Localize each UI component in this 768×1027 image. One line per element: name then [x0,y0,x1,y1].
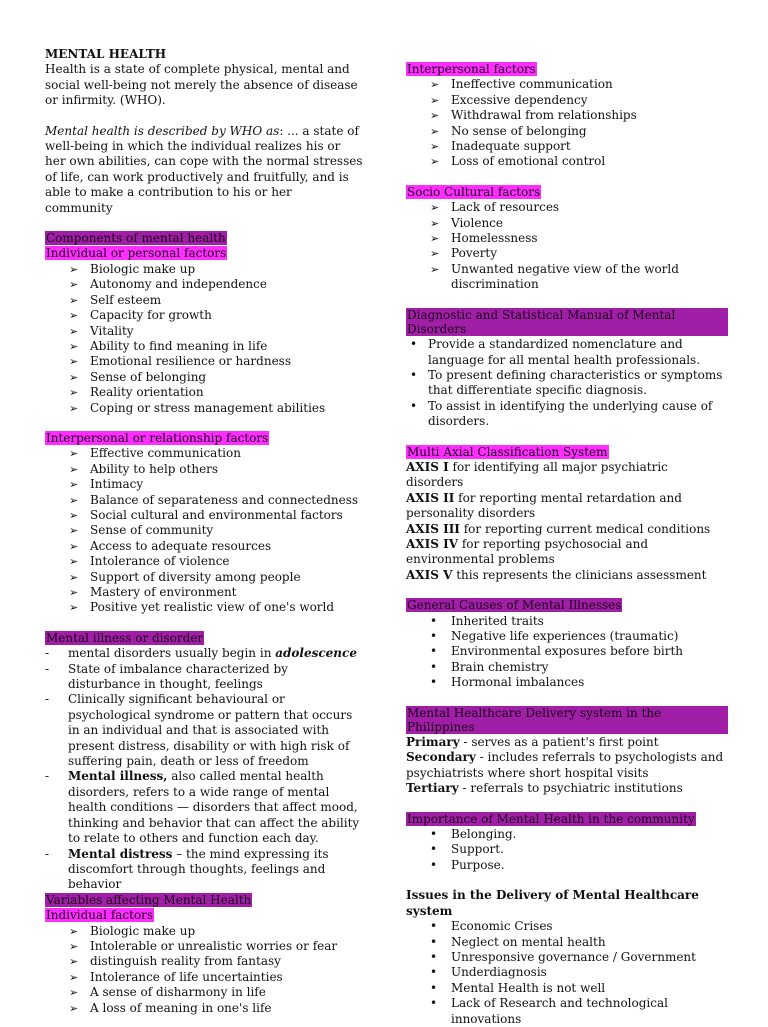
list-item: • Neglect on mental health [406,935,728,950]
list-item: • Inherited traits [406,614,728,629]
list-item: ➢ Unwanted negative view of the world discrimination [406,262,728,293]
list-item: ➢ Sense of belonging [45,370,363,385]
health-definition: Health is a state of complete physical, mental and social well-being not merely the absence of disease or infirmity. (WHO). [45,62,358,108]
list-item: ➢ Lack of resources [406,200,728,215]
list-item: • Economic Crises [406,919,728,934]
list-item: • Lack of Research and technological innovations [406,996,728,1027]
multi-axial-heading: Multi Axial Classification System [407,444,608,459]
list-item: ➢ Autonomy and independence [45,277,363,292]
list-item: ➢ Intolerance of life uncertainties [45,970,363,985]
list-item: • Provide a standardized nomenclature and language for all mental health professionals. [406,337,728,368]
list-item: ➢ Biologic make up [45,924,363,939]
list-item: ➢ Violence [406,216,728,231]
axis-line: AXIS I for identifying all major psychiatric disorders [406,459,668,490]
care-level-line: Tertiary - referrals to psychiatric institutions [406,781,683,796]
list-item: ➢ Inadequate support [406,139,728,154]
list-item: ➢ Ability to help others [45,462,363,477]
list-item: • Purpose. [406,858,728,873]
axis-line: AXIS V this represents the clinicians assessment [406,567,707,582]
list-item: • Support. [406,842,728,857]
individual-factors-list [45,262,363,416]
importance-heading: Importance of Mental Health in the community [407,811,695,826]
list-item: • Negative life experiences (traumatic) [406,629,728,644]
components-heading: Components of mental health [46,231,226,246]
list-item: ➢ Biologic make up [45,262,363,277]
list-item: - mental disorders usually begin in adolescence [45,646,363,661]
list-item: ➢ No sense of belonging [406,124,728,139]
list-item: ➢ Access to adequate resources [45,539,363,554]
list-item: ➢ Withdrawal from relationships [406,108,728,123]
interpersonal-factors-heading: Interpersonal factors [407,62,536,76]
list-item: • Unresponsive governance / Government [406,950,728,965]
list-item: ➢ Reality orientation [45,385,363,400]
socio-cultural-list [406,200,728,292]
dsm-list [406,337,728,429]
variables-heading: Variables affecting Mental Health [46,892,252,907]
list-item: ➢ Excessive dependency [406,93,728,108]
list-item: • Belonging. [406,827,728,842]
list-item: ➢ Capacity for growth [45,308,363,323]
who-text: : ... a state of well-being in which the individual realizes his or her own abilities, can cope with the normal stresses of life, can work productively and fruitfully, and is able to make a contribution to his or her community [45,123,363,215]
list-item: ➢ Support of diversity among people [45,570,363,585]
interpersonal-relationship-list [45,446,363,615]
list-item: ➢ Loss of emotional control [406,154,728,169]
mental-illness-heading: Mental illness or disorder [46,630,204,645]
issues-list [406,919,728,1027]
list-item: ➢ Vitality [45,324,363,339]
list-item: • To present defining characteristics or symptoms that differentiate specific diagnosis. [406,368,728,399]
left-column [45,47,363,1016]
individual-factors-heading: Individual or personal factors [46,246,227,261]
list-item: • To assist in identifying the underlying cause of disorders. [406,399,728,430]
list-item: ➢ A loss of meaning in one's life [45,1001,363,1016]
axis-line: AXIS IV for reporting psychosocial and environmental problems [406,536,649,567]
list-item: ➢ Mastery of environment [45,585,363,600]
list-item: ➢ distinguish reality from fantasy [45,954,363,969]
list-item: ➢ Balance of separateness and connectedness [45,493,363,508]
who-prefix: Mental health is described by WHO as [45,123,280,138]
list-item: ➢ Effective communication [45,446,363,461]
mental-distress-term: Mental distress [68,846,173,861]
right-column [406,62,728,1027]
dsm-heading: Diagnostic and Statistical Manual of Mental Disorders [406,308,728,336]
list-item: ➢ Self esteem [45,293,363,308]
list-item: • Environmental exposures before birth [406,644,728,659]
list-item: ➢ Emotional resilience or hardness [45,354,363,369]
mental-illness-term: Mental illness, [68,769,168,784]
list-item: - State of imbalance characterized by disturbance in thought, feelings [45,662,363,693]
interpersonal-factors-list [406,77,728,169]
axis-line: AXIS III for reporting current medical conditions [406,521,711,536]
list-item: - Mental distress – the mind expressing its discomfort through thoughts, feelings and behavior [45,847,363,893]
axis-line: AXIS II for reporting mental retardation and personality disorders [406,490,682,521]
individual-factors-2-list [45,924,363,1016]
adolescence-emphasis: adolescence [275,646,357,661]
list-item: • Underdiagnosis [406,965,728,980]
list-item: ➢ Intolerable or unrealistic worries or fear [45,939,363,954]
list-item: ➢ Ineffective communication [406,77,728,92]
list-item: - Clinically significant behavioural or psychological syndrome or pattern that occurs in an individual and that is associated with present distress, disability or with high risk of suffering pain, death or less of freedom [45,692,363,769]
mental-illness-list [45,646,363,893]
list-item: - Mental illness, also called mental health disorders, refers to a wide range of mental health conditions — disorders that affect mood, thinking and behavior that can affect the ability to relate to others and function each day. [45,769,363,846]
list-item: ➢ Ability to find meaning in life [45,339,363,354]
list-item: ➢ Social cultural and environmental factors [45,508,363,523]
issues-heading: Issues in the Delivery of Mental Healthcare system [406,888,699,918]
list-item: • Brain chemistry [406,660,728,675]
list-item: ➢ Sense of community [45,523,363,538]
list-item: ➢ A sense of disharmony in life [45,985,363,1000]
list-item: • Hormonal imbalances [406,675,728,690]
list-item: ➢ Poverty [406,246,728,261]
list-item: ➢ Homelessness [406,231,728,246]
delivery-system-heading: Mental Healthcare Delivery system in the Philippines [406,706,728,734]
individual-factors-2-heading: Individual factors [46,908,154,923]
interpersonal-relationship-heading: Interpersonal or relationship factors [46,430,269,445]
who-definition [45,124,363,216]
list-item: • Mental Health is not well [406,981,728,996]
care-level-line: Primary - serves as a patient's first point [406,735,659,750]
list-item: ➢ Positive yet realistic view of one's world [45,600,363,615]
general-causes-list [406,614,728,691]
care-level-line: Secondary - includes referrals to psychologists and psychiatrists where short hospital visits [406,750,724,780]
general-causes-heading: General Causes of Mental Illnesses [407,598,622,613]
importance-list [406,827,728,873]
list-item: ➢ Coping or stress management abilities [45,401,363,416]
list-item: ➢ Intimacy [45,477,363,492]
socio-cultural-heading: Socio Cultural factors [407,184,541,199]
page-title: MENTAL HEALTH [45,47,167,61]
list-item: ➢ Intolerance of violence [45,554,363,569]
